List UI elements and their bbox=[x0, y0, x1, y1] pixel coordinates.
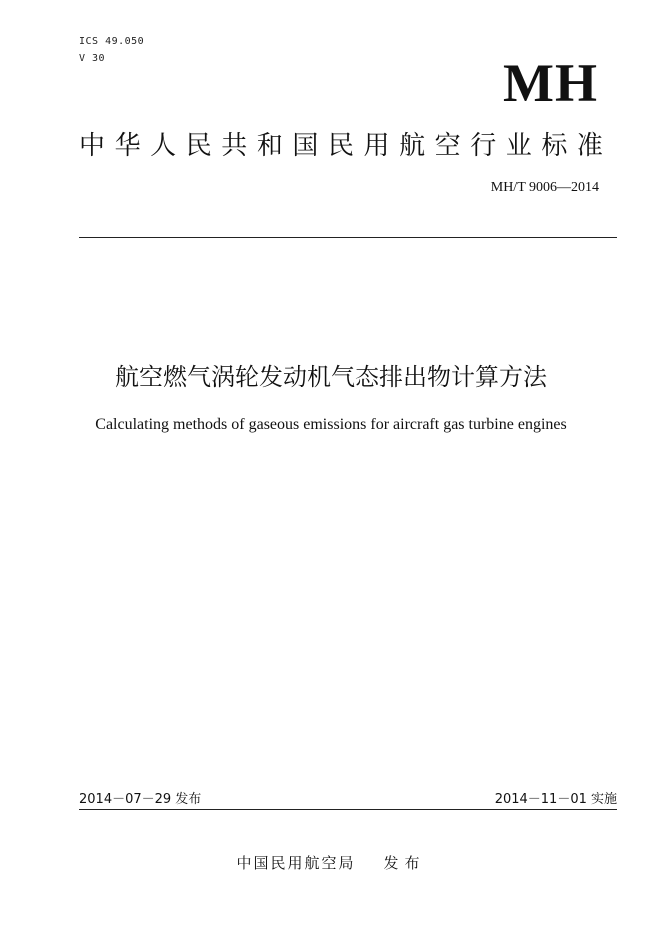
heading-char: 行 bbox=[470, 131, 497, 161]
publisher-line bbox=[0, 852, 662, 873]
footer-divider bbox=[79, 809, 617, 810]
heading-char: 人 bbox=[150, 131, 177, 161]
document-title-english: Calculating methods of gaseous emissions for aircraft gas turbine engines bbox=[95, 416, 567, 433]
publisher-action: 发布 bbox=[383, 854, 426, 872]
standard-mark-logo: MH bbox=[503, 53, 598, 113]
heading-char: 业 bbox=[505, 131, 532, 161]
publisher-organization: 中国民用航空局 bbox=[236, 854, 356, 872]
ics-code: ICS 49.050 bbox=[79, 36, 145, 47]
heading-char: 和 bbox=[256, 131, 283, 161]
standard-number: MH/T 9006—2014 bbox=[490, 180, 599, 195]
heading-char: 华 bbox=[114, 131, 141, 161]
heading-char: 中 bbox=[79, 131, 106, 161]
heading-char: 航 bbox=[399, 131, 426, 161]
issue-date: 2014－07－29 发布 bbox=[79, 792, 202, 807]
industry-standard-heading bbox=[79, 130, 603, 162]
heading-char: 空 bbox=[434, 131, 461, 161]
heading-char: 标 bbox=[541, 131, 568, 161]
heading-char: 国 bbox=[292, 131, 319, 161]
heading-char: 用 bbox=[363, 131, 390, 161]
implementation-date: 2014－11－01 实施 bbox=[494, 792, 617, 807]
ccs-code: V 30 bbox=[79, 53, 106, 64]
document-title-chinese: 航空燃气涡轮发动机气态排出物计算方法 bbox=[115, 363, 547, 391]
heading-char: 共 bbox=[221, 131, 248, 161]
heading-char: 准 bbox=[576, 131, 603, 161]
heading-char: 民 bbox=[327, 131, 354, 161]
heading-char: 民 bbox=[185, 131, 212, 161]
header-divider bbox=[79, 237, 617, 238]
